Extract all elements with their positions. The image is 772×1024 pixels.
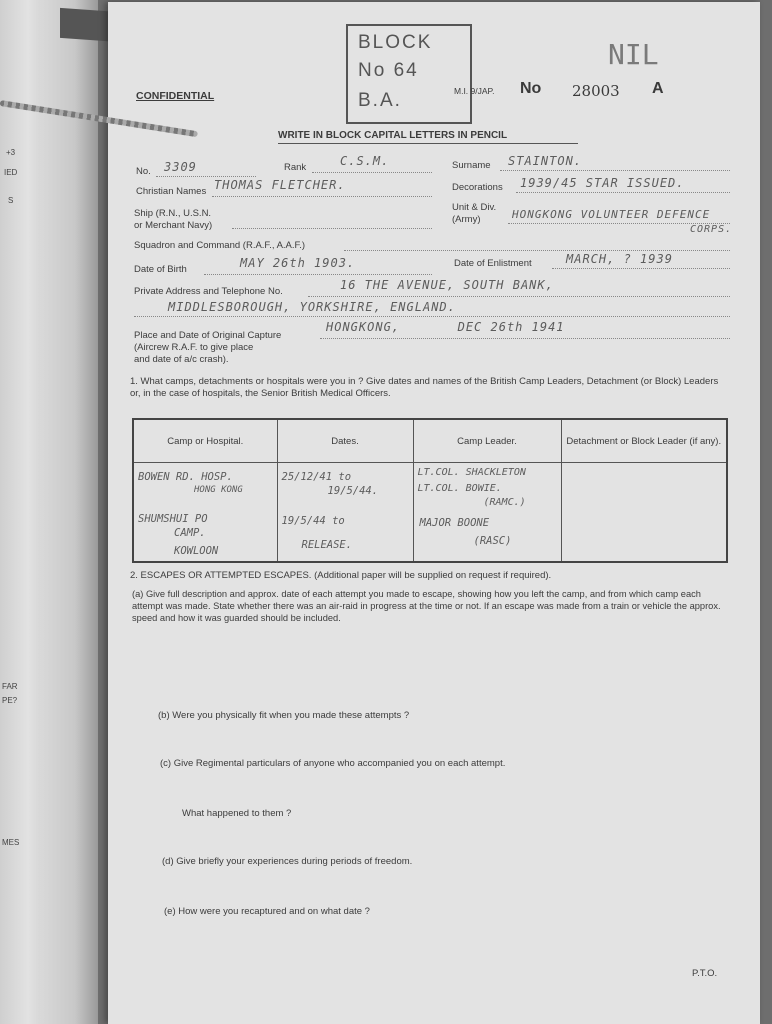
edge-note: IED <box>4 168 18 177</box>
unit-value: HONGKONG VOLUNTEER DEFENCE <box>512 208 711 221</box>
unit-label: Unit & Div. <box>452 202 497 213</box>
form-instruction: WRITE IN BLOCK CAPITAL LETTERS IN PENCIL <box>278 130 508 141</box>
dob-value: MAY 26th 1903. <box>240 256 356 270</box>
table-row <box>133 463 727 563</box>
leader-cell: LT.COL. BOWIE. <box>417 483 502 494</box>
ship-label: or Merchant Navy) <box>134 220 213 231</box>
camp-cell: HONG KONG <box>194 485 243 495</box>
dates-cell: 19/5/44 to <box>281 515 345 527</box>
camp-cell: SHUMSHUI PO <box>138 513 208 525</box>
column-header: Camp or Hospital. <box>133 419 277 463</box>
rank-value: C.S.M. <box>340 154 390 168</box>
stamp-line: BLOCK <box>358 32 433 53</box>
serial-number: 28003 <box>572 82 620 100</box>
stamp-line: B.A. <box>358 90 402 111</box>
dob-label: Date of Birth <box>134 264 187 275</box>
leader-cell: (RASC) <box>473 535 512 547</box>
squadron-label: Squadron and Command (R.A.F., A.A.F.) <box>134 240 306 251</box>
dates-cell: 19/5/44. <box>327 485 379 497</box>
stamp-line: No 64 <box>358 60 419 81</box>
rank-label: Rank <box>284 162 307 173</box>
nil-annotation: NIL <box>608 38 659 71</box>
decorations-value: 1939/45 STAR ISSUED. <box>520 176 685 190</box>
no-value: 3309 <box>164 160 197 174</box>
leader-cell: LT.COL. SHACKLETON <box>417 467 526 478</box>
pto-label: P.T.O. <box>692 968 718 979</box>
form-sheet <box>108 2 760 1024</box>
address-label: Private Address and Telephone No. <box>134 286 283 297</box>
address-value: 16 THE AVENUE, SOUTH BANK, <box>340 278 554 292</box>
question-2c: (c) Give Regimental particulars of anyone who accompanied you on each attempt. <box>160 758 506 769</box>
unit-label: (Army) <box>452 214 481 225</box>
no-label: No. <box>136 166 151 177</box>
column-header: Camp Leader. <box>413 419 561 463</box>
question-2-title: 2. ESCAPES OR ATTEMPTED ESCAPES. (Additional paper will be supplied on request if required). <box>130 570 552 581</box>
unit-value: CORPS. <box>690 224 733 235</box>
question-2b: (b) Were you physically fit when you made these attempts ? <box>158 710 410 721</box>
ship-label: Ship (R.N., U.S.N. <box>134 208 212 219</box>
edge-note: PE? <box>2 696 18 705</box>
enlistment-value: MARCH, ? 1939 <box>566 252 673 266</box>
camp-cell: KOWLOON <box>174 545 219 557</box>
question-2c-sub: What happened to them ? <box>182 808 292 819</box>
reference-label: M.I. 9/JAP. <box>454 86 495 96</box>
background-page-edge <box>40 0 98 1024</box>
address-value: MIDDLESBOROUGH, YORKSHIRE, ENGLAND. <box>168 300 456 314</box>
capture-value: HONGKONG, DEC 26th 1941 <box>326 320 565 334</box>
table-header-row <box>133 419 727 463</box>
confidential-label: CONFIDENTIAL <box>136 90 215 102</box>
capture-label: (Aircrew R.A.F. to give place <box>134 342 254 353</box>
christian-names-value: THOMAS FLETCHER. <box>214 178 346 192</box>
dates-cell: RELEASE. <box>301 539 353 551</box>
column-header: Detachment or Block Leader (if any). <box>561 419 727 463</box>
number-label: No <box>520 80 542 97</box>
decorations-label: Decorations <box>452 182 503 193</box>
leader-cell: (RAMC.) <box>483 497 526 508</box>
question-2d: (d) Give briefly your experiences during periods of freedom. <box>162 856 413 867</box>
surname-value: STAINTON. <box>508 154 583 168</box>
camps-table <box>132 418 728 563</box>
question-1: 1. What camps, detachments or hospitals were you in ? Give dates and names of the British Camp Leaders, Detachment (or Block) Leaders or, in the case of hospitals, the Senior British Medical Officers. <box>130 376 719 399</box>
question-2e: (e) How were you recaptured and on what date ? <box>164 906 370 917</box>
column-header: Dates. <box>277 419 413 463</box>
camp-cell: BOWEN RD. HOSP. <box>138 471 233 483</box>
edge-note: +3 <box>6 148 16 157</box>
serial-suffix: A <box>652 80 664 97</box>
edge-note: FAR <box>2 682 18 691</box>
surname-label: Surname <box>452 160 491 171</box>
dates-cell: 25/12/41 to <box>281 471 352 483</box>
block-stamp <box>346 24 472 124</box>
camp-cell: CAMP. <box>174 527 206 539</box>
capture-label: Place and Date of Original Capture <box>134 330 282 341</box>
leader-cell: MAJOR BOONE <box>419 517 490 529</box>
edge-note: MES <box>2 838 20 847</box>
edge-note: S <box>8 196 14 205</box>
enlistment-label: Date of Enlistment <box>454 258 532 269</box>
christian-names-label: Christian Names <box>136 186 207 197</box>
question-2a: (a) Give full description and approx. date of each attempt you made to escape, showing how you left the camp, and from which camp each attempt was made. State whether there was an air-raid in progress at the time or not. If an escape was made from a train or vehicle the approx. speed and how it was guarded should be included. <box>132 589 721 623</box>
capture-label: and date of a/c crash). <box>134 354 229 365</box>
